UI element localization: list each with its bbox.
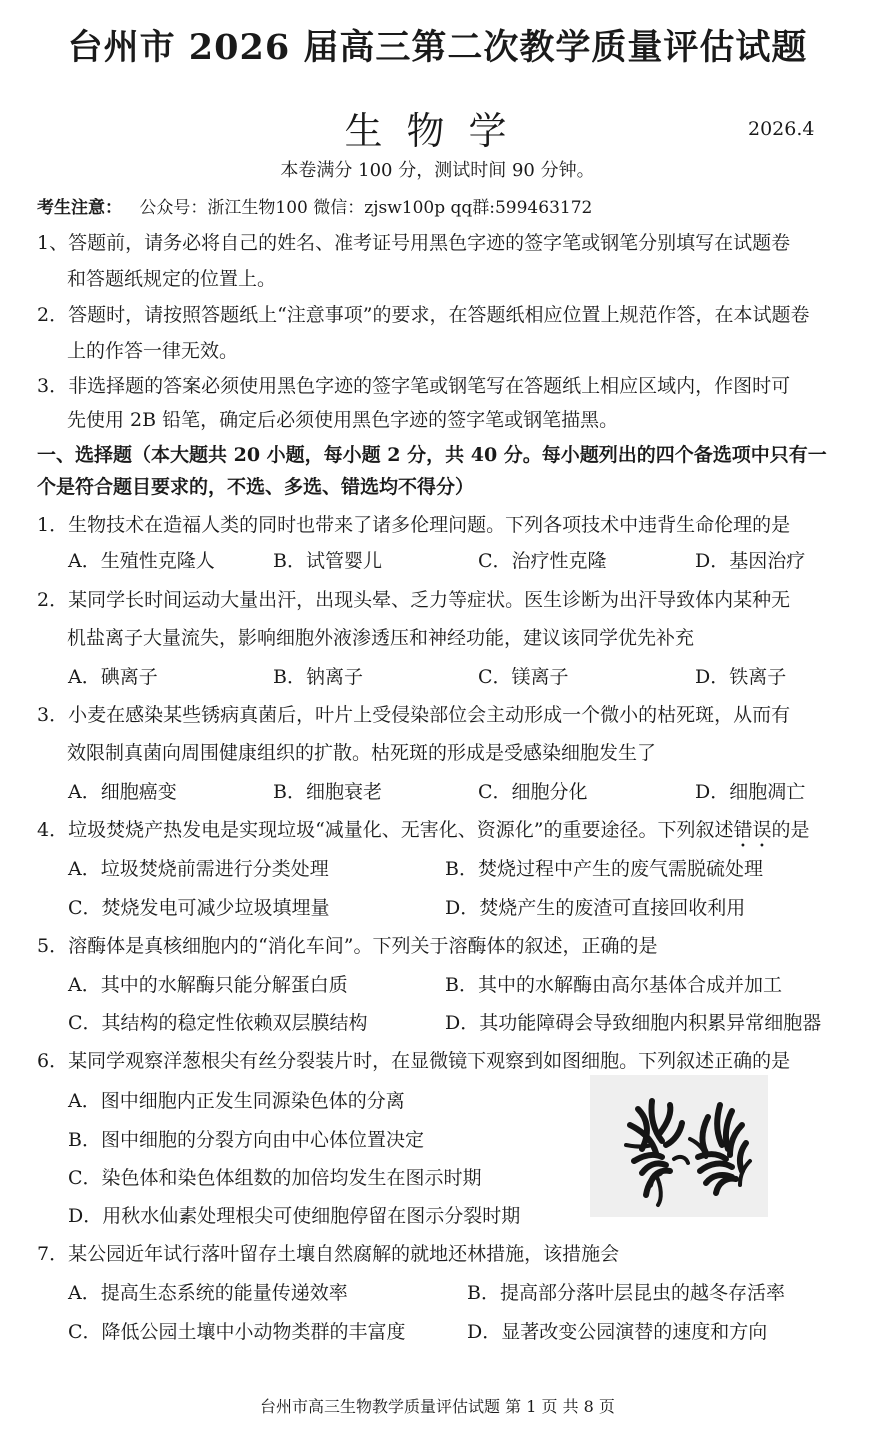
exam-title: 台州市 2026 届高三第二次教学质量评估试题 [67,27,808,68]
notice-item-1-line-1: 1、答题前，请务必将自己的姓名、准考证号用黑色字迹的签字笔或钢笔分别填写在试题卷 [37,232,791,254]
question-2-option-a[interactable]: A．碘离子 [68,666,158,688]
notice-contact: 公众号：浙江生物100 微信：zjsw100p qq群:599463172 [139,198,593,218]
micrograph-figure [590,1075,768,1217]
question-6-option-b[interactable]: B．图中细胞的分裂方向由中心体位置决定 [68,1129,424,1151]
section-heading-line-2: 个是符合题目要求的，不选、多选、错选均不得分） [37,476,475,498]
question-5-stem: 5．溶酶体是真核细胞内的“消化车间”。下列关于溶酶体的叙述，正确的是 [37,935,658,957]
question-2-option-d[interactable]: D．铁离子 [695,666,787,688]
full-score-note: 本卷满分 100 分，测试时间 90 分钟。 [280,160,595,181]
notice-item-3-line-2: 先使用 2B 铅笔，确定后必须使用黑色字迹的签字笔或钢笔描黑。 [67,409,619,431]
question-5-option-d[interactable]: D．其功能障碍会导致细胞内积累异常细胞器 [445,1012,822,1034]
question-1-stem: 1．生物技术在造福人类的同时也带来了诸多伦理问题。下列各项技术中违背生命伦理的是 [37,514,791,536]
notice-header [37,193,592,218]
question-3-option-c[interactable]: C．细胞分化 [478,781,588,803]
question-4-stem-tail: 的是 [771,819,810,841]
question-1-option-c[interactable]: C．治疗性克隆 [478,550,607,572]
dividing-cell-chromosomes-image [590,1075,768,1217]
question-2-option-c[interactable]: C．镁离子 [478,666,569,688]
notice-item-3-line-1: 3．非选择题的答案必须使用黑色字迹的签字笔或钢笔写在答题纸上相应区域内，作图时可 [37,375,791,397]
question-7-option-d[interactable]: D．显著改变公园演替的速度和方向 [467,1321,768,1343]
question-5-option-a[interactable]: A．其中的水解酶只能分解蛋白质 [68,974,348,996]
section-heading-line-1: 一、选择题（本大题共 20 小题，每小题 2 分，共 40 分。每小题列出的四个备选项中只有一 [37,444,827,466]
question-7-stem: 7．某公园近年试行落叶留存土壤自然腐解的就地还林措施，该措施会 [37,1243,620,1265]
notice-item-2-line-2: 上的作答一律无效。 [67,340,239,362]
question-7-option-c[interactable]: C．降低公园土壤中小动物类群的丰富度 [68,1321,406,1343]
question-2-option-b[interactable]: B．钠离子 [273,666,363,688]
question-3-stem-line-2: 效限制真菌向周围健康组织的扩散。枯死斑的形成是受感染细胞发生了 [67,742,657,764]
question-4-stem-main: 4．垃圾焚烧产热发电是实现垃圾“减量化、无害化、资源化”的重要途径。下列叙述 [37,819,734,841]
question-2-stem-line-1: 2．某同学长时间运动大量出汗，出现头晕、乏力等症状。医生诊断为出汗导致体内某种无 [37,589,791,611]
question-6-option-c[interactable]: C．染色体和染色体组数的加倍均发生在图示时期 [68,1167,482,1189]
notice-item-1-line-2: 和答题纸规定的位置上。 [67,268,277,290]
question-3-option-a[interactable]: A．细胞癌变 [68,781,177,803]
question-1-option-d[interactable]: D．基因治疗 [695,550,806,572]
question-2-stem-line-2: 机盐离子大量流失，影响细胞外液渗透压和神经功能，建议该同学优先补充 [67,627,695,649]
question-7-option-a[interactable]: A．提高生态系统的能量传递效率 [68,1282,348,1304]
question-1-option-b[interactable]: B．试管婴儿 [273,550,382,572]
question-1-option-a[interactable]: A．生殖性克隆人 [68,550,215,572]
question-5-option-b[interactable]: B．其中的水解酶由高尔基体合成并加工 [445,974,782,996]
question-3-stem-line-1: 3．小麦在感染某些锈病真菌后，叶片上受侵染部位会主动形成一个微小的枯死斑，从而有 [37,704,791,726]
question-5-option-c[interactable]: C．其结构的稳定性依赖双层膜结构 [68,1012,368,1034]
exam-date: 2026.4 [748,118,815,140]
question-7-option-b[interactable]: B．提高部分落叶层昆虫的越冬存活率 [467,1282,785,1304]
question-3-option-b[interactable]: B．细胞衰老 [273,781,382,803]
question-4-option-d[interactable]: D．焚烧产生的废渣可直接回收利用 [445,897,746,919]
question-4-option-c[interactable]: C．焚烧发电可减少垃圾填埋量 [68,897,330,919]
notice-item-2-line-1: 2．答题时，请按照答题纸上“注意事项”的要求，在答题纸相应位置上规范作答，在本试题卷 [37,304,810,326]
question-4-stem [37,815,810,852]
question-3-option-d[interactable]: D．细胞凋亡 [695,781,806,803]
question-4-option-b[interactable]: B．焚烧过程中产生的废气需脱硫处理 [445,858,763,880]
question-4-stem-emphasis: 错误 [733,819,772,841]
subject-title: 生物学 [344,109,531,153]
question-6-stem: 6．某同学观察洋葱根尖有丝分裂装片时，在显微镜下观察到如图细胞。下列叙述正确的是 [37,1050,791,1072]
question-6-option-d[interactable]: D．用秋水仙素处理根尖可使细胞停留在图示分裂时期 [68,1205,521,1227]
page-footer: 台州市高三生物教学质量评估试题 第 1 页 共 8 页 [260,1397,615,1416]
question-6-option-a[interactable]: A．图中细胞内正发生同源染色体的分离 [68,1090,405,1112]
notice-label: 考生注意： [37,198,122,218]
question-4-option-a[interactable]: A．垃圾焚烧前需进行分类处理 [68,858,329,880]
